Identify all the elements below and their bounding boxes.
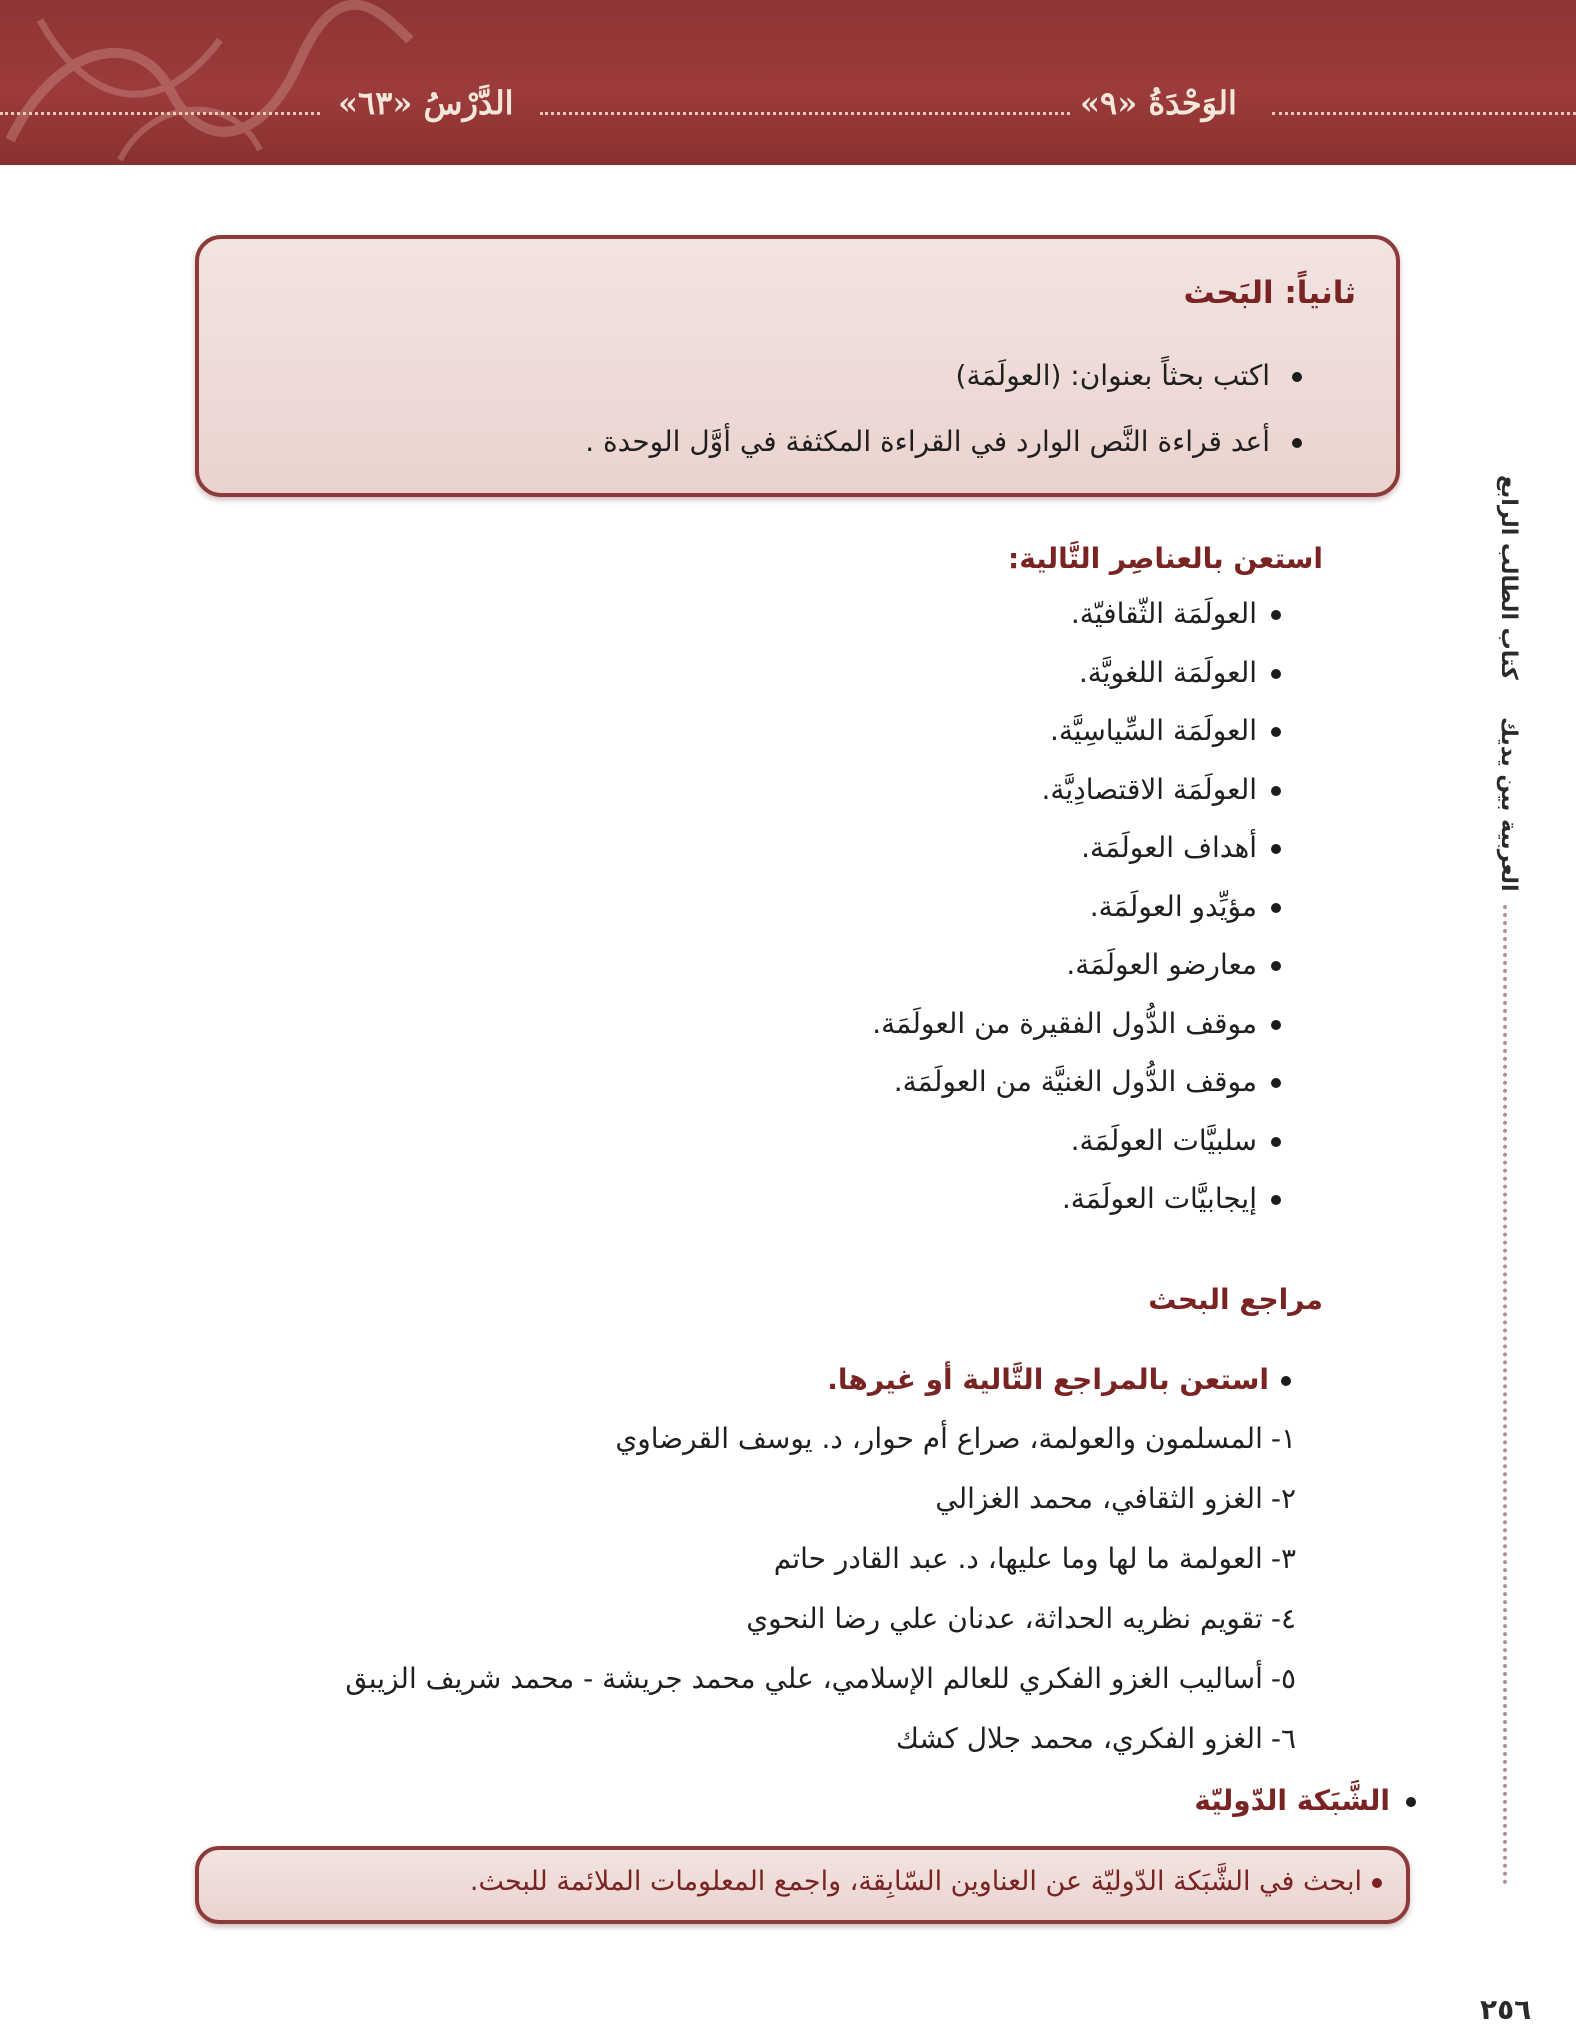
list-item: أهداف العولَمَة. [872, 831, 1281, 890]
list-item: العولَمَة اللغويَّة. [872, 656, 1281, 715]
references-intro: استعن بالمراجع التَّالية أو غيرها. [827, 1363, 1291, 1396]
bullet-icon [1271, 1020, 1281, 1030]
list-item: سلبيَّات العولَمَة. [872, 1124, 1281, 1183]
banner-dotted-rule-middle [540, 112, 1070, 115]
bullet-icon [1281, 1376, 1291, 1386]
bullet-icon [1271, 1078, 1281, 1088]
network-instruction-box [195, 1846, 1410, 1924]
network-instruction: ابحث في الشَّبَكة الدّوليّة عن العناوين السّابِقة، واجمع المعلومات الملائمة للبحث. [470, 1866, 1382, 1897]
banner-dotted-rule-right [1272, 112, 1576, 115]
bullet-icon [1292, 372, 1302, 382]
page-number: ٢٥٦ [1480, 1993, 1532, 2026]
calligraphy-decoration [0, 0, 420, 165]
references-heading: مراجع البحث [1148, 1283, 1323, 1316]
header-banner [0, 0, 1576, 165]
network-heading: الشَّبَكة الدّوليّة [1194, 1784, 1416, 1817]
bullet-icon [1271, 669, 1281, 679]
list-item: موقف الدُّول الفقيرة من العولَمَة. [872, 1007, 1281, 1066]
list-item: معارضو العولَمَة. [872, 948, 1281, 1007]
list-item: ٥-أساليب الغزو الفكري للعالم الإسلامي، علي محمد جريشة - محمد شريف الزيبق [345, 1662, 1296, 1695]
bullet-icon [1271, 903, 1281, 913]
bullet-icon [1271, 786, 1281, 796]
bullet-icon [1271, 610, 1281, 620]
sidebar-book-title: العربية بين يديك [1496, 717, 1521, 892]
list-item: ٣-العولمة ما لها وما عليها، د. عبد القادر حاتم [773, 1542, 1296, 1575]
sidebar-book-info [1485, 474, 1521, 892]
lesson-label: الدَّرْسُ «٦٣» [338, 84, 514, 122]
unit-label: الوَحْدَةُ «٩» [1080, 84, 1237, 122]
list-item: ٦-الغزو الفكري، محمد جلال كشك [895, 1722, 1296, 1755]
bullet-icon [1271, 961, 1281, 971]
sidebar-dotted-rule [1503, 905, 1507, 1885]
list-item: العولَمَة الثّقافيّة. [872, 597, 1281, 656]
list-item: موقف الدُّول الغنيَّة من العولَمَة. [872, 1065, 1281, 1124]
bullet-icon [1406, 1797, 1416, 1807]
list-item: ٤-تقويم نظريه الحداثة، عدنان علي رضا النحوي [746, 1602, 1296, 1635]
list-item: مؤيِّدو العولَمَة. [872, 890, 1281, 949]
list-item: إيجابيَّات العولَمَة. [872, 1182, 1281, 1241]
research-item: أعد قراءة النَّص الوارد في القراءة المكثفة في أوَّل الوحدة . [585, 425, 1302, 458]
bullet-icon [1271, 727, 1281, 737]
research-item: اكتب بحثاً بعنوان: (العولَمَة) [956, 359, 1302, 392]
elements-list [872, 597, 1281, 1241]
list-item: العولَمَة الاقتصادِيَّة. [872, 773, 1281, 832]
references-list [345, 1422, 1296, 1782]
bullet-icon [1292, 438, 1302, 448]
list-item: ٢-الغزو الثقافي، محمد الغزالي [935, 1482, 1296, 1515]
elements-heading: استعن بالعناصِر التَّالية: [1008, 542, 1323, 575]
research-box [195, 235, 1400, 497]
bullet-icon [1372, 1878, 1382, 1888]
list-item: ١-المسلمون والعولمة، صراع أم حوار، د. يوسف القرضاوي [615, 1422, 1296, 1455]
research-box-title: ثانياً: البَحث [1183, 275, 1356, 311]
sidebar-book-level: كتاب الطالب الرابع [1496, 474, 1521, 680]
banner-dotted-rule-left [0, 112, 320, 115]
bullet-icon [1271, 1195, 1281, 1205]
bullet-icon [1271, 844, 1281, 854]
bullet-icon [1271, 1137, 1281, 1147]
list-item: العولَمَة السِّياسِيَّة. [872, 714, 1281, 773]
